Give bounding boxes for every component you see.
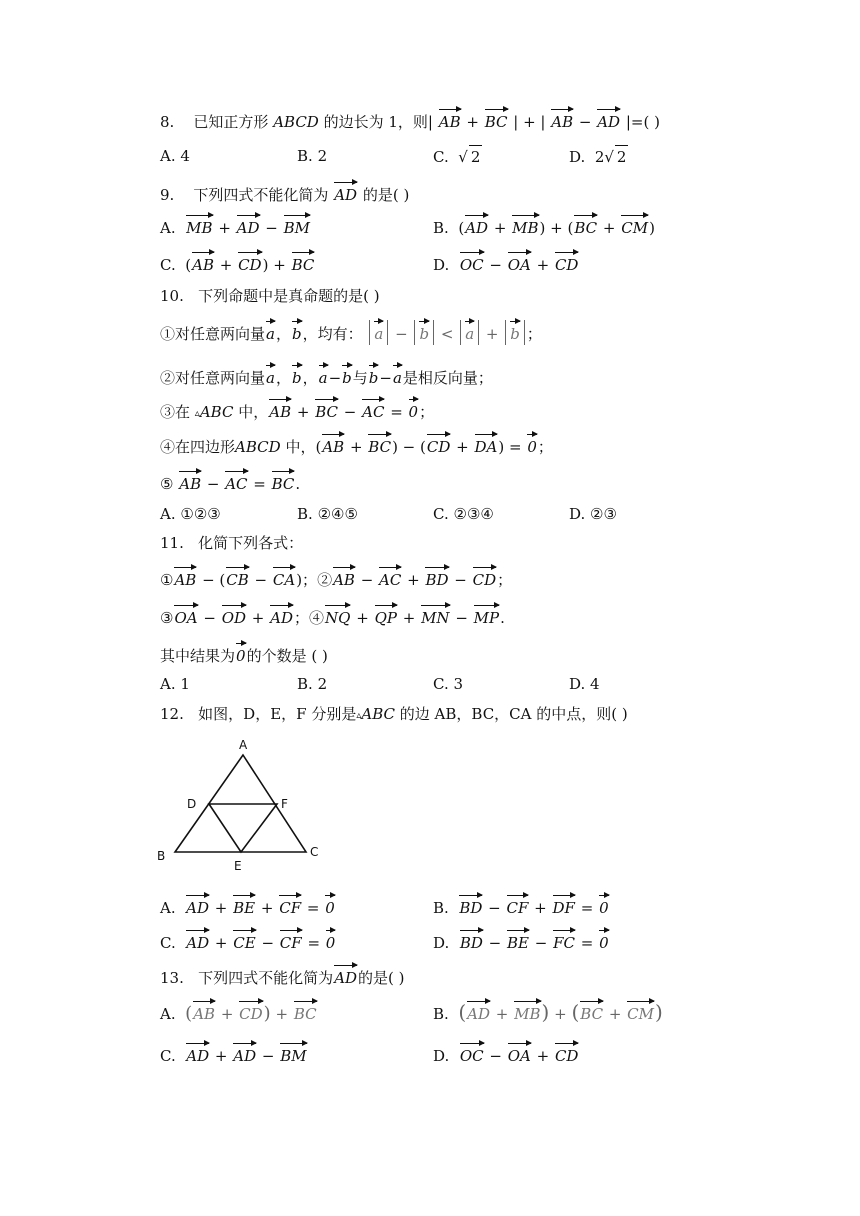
sqrt-radicand: 2 — [615, 145, 629, 168]
q10-option-b: B. ②④⑤ — [297, 505, 358, 523]
q11-option-c: C. 3 — [433, 675, 464, 693]
question-13: 13. 下列四式不能化简为AD的是( ) — [160, 964, 405, 989]
q13-option-c: C. AD + AD − BM — [160, 1042, 308, 1067]
q11-tail: 其中结果为0的个数是 ( ) — [160, 642, 328, 667]
label-b: B — [157, 849, 166, 863]
vector-ab: AB — [551, 108, 573, 133]
q10-option-d: D. ②③ — [569, 505, 617, 523]
q9-option-b: B. (AD + MB) + (BC + CM) — [433, 214, 655, 239]
question-11: 11. 化简下列各式： — [160, 534, 304, 552]
q8-option-b: B. 2 — [297, 147, 328, 165]
q8-stem-mid: 的边长为 1，则 — [323, 113, 428, 131]
label-f: F — [281, 797, 288, 811]
question-9: 9. 下列四式不能化简为 AD 的是( ) — [160, 181, 409, 206]
label-c: C — [310, 845, 319, 859]
label-d: D — [187, 797, 197, 811]
question-12: 12. 如图，D，E，F 分别是▵ABC 的边 AB，BC，CA 的中点，则( ) — [160, 705, 628, 723]
q8-expression: | AB + BC | + | AB − AD |= — [428, 113, 644, 131]
q13-option-d: D. OC − OA + CD — [433, 1042, 579, 1067]
q10-statement-3: ③在 ▵ABC 中，AB + BC − AC = 0； — [160, 398, 434, 425]
q11-option-b: B. 2 — [297, 675, 328, 693]
q10-statement-2: ②对任意两向量a，b，a−b与b−a是相反向量； — [160, 364, 493, 389]
q10-statement-5: ⑤ AB − AC = BC. — [160, 470, 300, 495]
vector-ab: AB — [439, 108, 461, 133]
q12-option-a: A. AD + BE + CF = 0 — [160, 894, 336, 919]
vector-ad: AD — [597, 108, 620, 133]
q8-square-name: ABCD — [273, 113, 319, 131]
q9-option-c: C. (AB + CD) + BC — [160, 251, 315, 276]
q10-statement-1: ①对任意两向量a，b，均有： a − b < a + b ； — [160, 320, 542, 345]
q12-option-c: C. AD + CE − CF = 0 — [160, 929, 336, 954]
q8-option-d: D. 2√ 2 — [569, 145, 628, 168]
q13-option-b: B. (AD + MB) + (BC + CM) — [433, 1000, 663, 1024]
q8-number: 8. — [160, 113, 175, 131]
q12-option-b: B. BD − CF + DF = 0 — [433, 894, 610, 919]
triangle-def — [209, 804, 277, 852]
q11-option-a: A. 1 — [160, 675, 190, 693]
sqrt-radicand: 2 — [469, 145, 483, 168]
q10-option-a: A. ①②③ — [160, 505, 221, 523]
q11-expressions-1-2: ①AB − (CB − CA)；②AB − AC + BD − CD； — [160, 566, 512, 591]
q8-option-a: A. 4 — [160, 147, 190, 165]
q13-option-a: A. (AB + CD) + BC — [160, 1000, 318, 1025]
q10-statement-4: ④在四边形ABCD 中，(AB + BC) − (CD + DA) = 0； — [160, 433, 553, 458]
vector-ad: AD — [334, 181, 357, 206]
question-10: 10. 下列命题中是真命题的是( ) — [160, 287, 380, 305]
q9-option-d: D. OC − OA + CD — [433, 251, 579, 276]
q12-option-d: D. BD − BE − FC = 0 — [433, 929, 610, 954]
q10-option-c: C. ②③④ — [433, 505, 494, 523]
q8-option-c: C. √ 2 — [433, 145, 482, 168]
q11-expressions-3-4: ③OA − OD + AD；④NQ + QP + MN − MP. — [160, 604, 505, 629]
q9-option-a: A. MB + AD − BM — [160, 214, 311, 239]
q11-option-d: D. 4 — [569, 675, 600, 693]
label-a: A — [239, 738, 248, 752]
label-e: E — [234, 859, 242, 870]
question-8 — [160, 108, 660, 133]
q8-stem-pre: 已知正方形 — [193, 113, 269, 131]
vector-bc: BC — [485, 108, 508, 133]
triangle-figure — [150, 735, 330, 870]
q8-answer-paren: ( ) — [643, 113, 660, 131]
